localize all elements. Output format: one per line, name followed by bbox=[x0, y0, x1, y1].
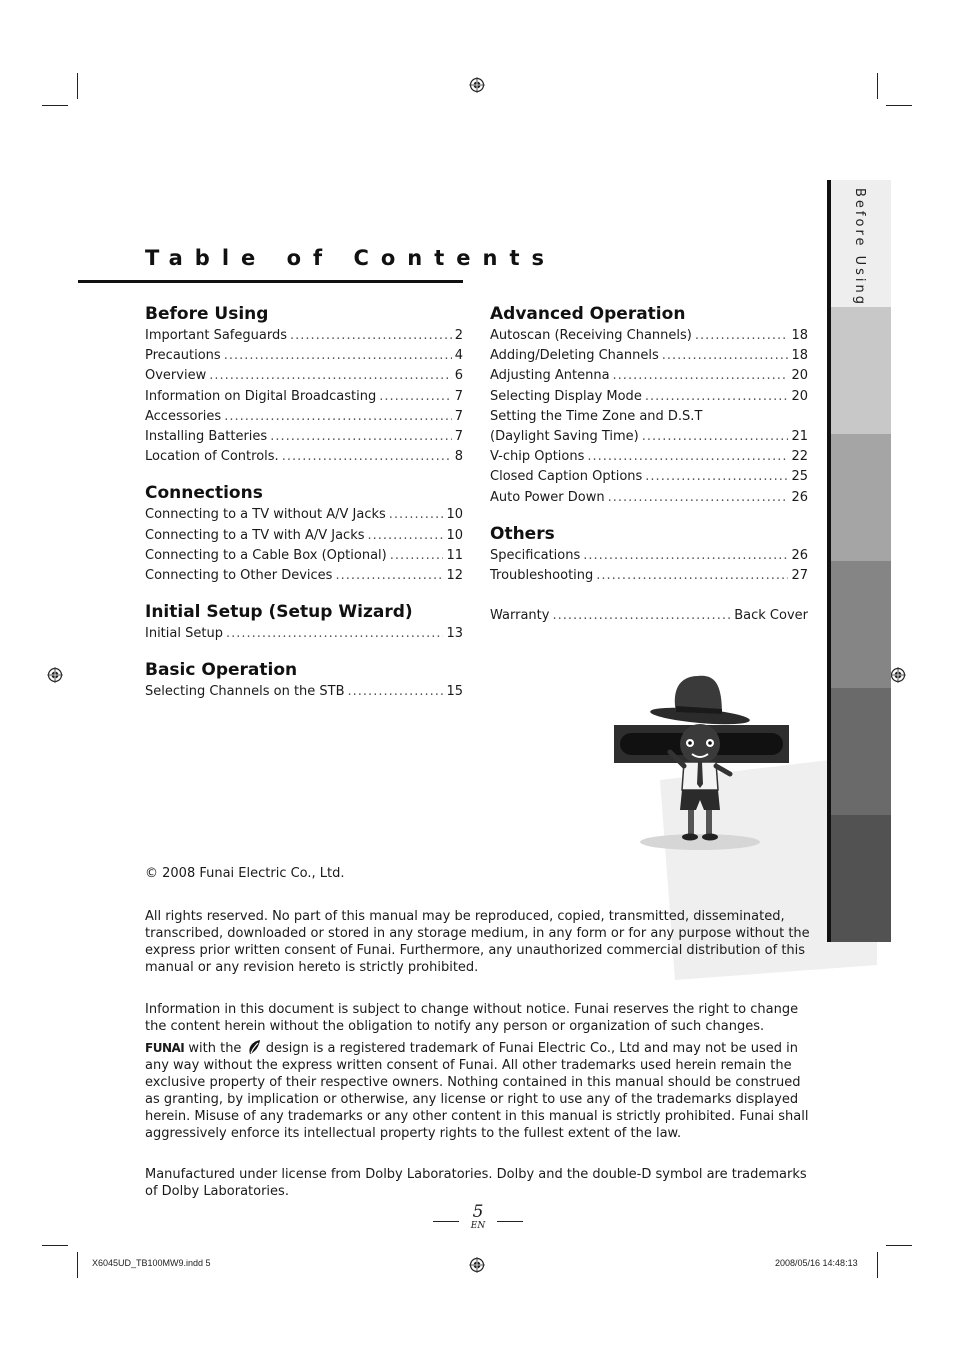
entry-title: Connecting to a TV without A/V Jacks bbox=[145, 507, 386, 523]
toc-entry[interactable] bbox=[490, 366, 808, 386]
page-number-rule bbox=[497, 1221, 523, 1222]
leader-dots bbox=[583, 546, 788, 566]
entry-title: Connecting to a Cable Box (Optional) bbox=[145, 547, 387, 563]
toc-section bbox=[145, 601, 463, 644]
entry-page: 15 bbox=[446, 684, 463, 700]
entry-page: 26 bbox=[791, 489, 808, 505]
entry-page: 7 bbox=[454, 428, 463, 444]
crop-mark bbox=[886, 1245, 912, 1246]
leader-dots bbox=[642, 427, 789, 447]
toc-entry[interactable] bbox=[145, 546, 463, 566]
info-paragraph: Information in this document is subject to change without notice. Funai reserves the right to change the content herein without the obligation to notify any person or organization of such changes. bbox=[145, 1002, 799, 1034]
crop-mark bbox=[42, 105, 68, 106]
entry-page: 26 bbox=[791, 547, 808, 563]
entry-title: Adding/Deleting Channels bbox=[490, 348, 659, 364]
section-heading: Initial Setup (Setup Wizard) bbox=[145, 602, 413, 623]
page-language: EN bbox=[470, 1221, 486, 1231]
registration-mark-icon bbox=[47, 667, 63, 683]
leader-dots bbox=[608, 488, 789, 508]
entry-title: Closed Caption Options bbox=[490, 469, 643, 485]
section-heading: Connections bbox=[145, 483, 263, 504]
toc-entry[interactable] bbox=[490, 326, 808, 346]
section-heading: Others bbox=[490, 523, 555, 544]
entry-page: 27 bbox=[791, 567, 808, 583]
leader-dots bbox=[348, 682, 444, 702]
toc-column-left bbox=[145, 303, 463, 702]
entry-title: Troubleshooting bbox=[490, 567, 594, 583]
copyright-text: © 2008 Funai Electric Co., Ltd. bbox=[145, 866, 345, 881]
leader-dots bbox=[226, 624, 444, 644]
leader-dots bbox=[282, 447, 452, 467]
entry-page: 7 bbox=[454, 408, 463, 424]
toc-section bbox=[145, 482, 463, 586]
title-divider bbox=[78, 280, 463, 283]
entry-title: Warranty bbox=[490, 608, 550, 624]
toc-entry[interactable] bbox=[490, 427, 808, 447]
leader-dots bbox=[552, 606, 731, 626]
toc-entry[interactable] bbox=[145, 566, 463, 586]
slug-timestamp: 2008/05/16 14:48:13 bbox=[775, 1258, 858, 1268]
leader-dots bbox=[662, 346, 789, 366]
toc-entry[interactable] bbox=[145, 427, 463, 447]
trademark-rest: design is a registered trademark of Funai Electric Co., Ltd and may not be used in any way without the express written consent of Funai. All other trademarks used herein remain the exclusive property of their respective owners. Nothing contained in this manual should be construed as granting, by implication or otherwise, any license or right to use any of the trademarks displayed herein. Misuse of any trademarks or any other content in this manual is strictly prohibited. Funai shall aggressively enforce its intellectual property rights to the fullest extent of the law. bbox=[145, 1041, 809, 1141]
leader-dots bbox=[368, 526, 444, 546]
entry-title: Auto Power Down bbox=[490, 489, 605, 505]
tab-section[interactable] bbox=[831, 307, 891, 434]
tab-section[interactable] bbox=[831, 688, 891, 815]
toc-section bbox=[145, 303, 463, 467]
rights-paragraph: All rights reserved. No part of this manual may be reproduced, copied, transmitted, disseminated, transcribed, downloaded or stored in any storage medium, in any form or for any purpose without the express prior written consent of Funai. Furthermore, any unauthorized commercial distribution of this manual or any revision hereto is strictly prohibited. bbox=[145, 909, 810, 975]
crop-mark bbox=[77, 73, 78, 99]
leader-dots bbox=[390, 546, 444, 566]
entry-page: 10 bbox=[446, 507, 463, 523]
trademark-paragraph bbox=[145, 1039, 810, 1142]
crop-mark bbox=[877, 1252, 878, 1278]
leader-dots bbox=[613, 366, 789, 386]
toc-entry-warranty[interactable] bbox=[490, 606, 808, 626]
section-heading: Basic Operation bbox=[145, 660, 298, 681]
entry-title: Information on Digital Broadcasting bbox=[145, 388, 377, 404]
toc-entry[interactable] bbox=[145, 346, 463, 366]
leader-dots bbox=[596, 566, 788, 586]
entry-title: Autoscan (Receiving Channels) bbox=[490, 328, 692, 343]
toc-entry[interactable] bbox=[145, 526, 463, 546]
entry-title: Specifications bbox=[490, 547, 581, 563]
section-tabs bbox=[827, 180, 891, 942]
entry-title: Location of Controls. bbox=[145, 449, 279, 465]
leader-dots bbox=[587, 447, 788, 467]
leader-dots bbox=[379, 387, 451, 407]
entry-page: 11 bbox=[446, 547, 463, 563]
entry-title: Adjusting Antenna bbox=[490, 368, 610, 384]
entry-title: V-chip Options bbox=[490, 449, 585, 465]
toc-entry[interactable] bbox=[145, 407, 463, 427]
entry-page: 6 bbox=[454, 368, 463, 384]
page-title: Table of Contents bbox=[145, 246, 557, 270]
entry-page: 7 bbox=[454, 388, 463, 404]
entry-page: 13 bbox=[446, 626, 463, 642]
toc-entry[interactable] bbox=[145, 326, 463, 346]
funai-leaf-logo-icon bbox=[246, 1039, 262, 1055]
toc-section bbox=[145, 659, 463, 702]
trademark-with: with the bbox=[184, 1041, 246, 1056]
toc-entry[interactable] bbox=[490, 387, 808, 407]
page-number bbox=[466, 1204, 490, 1231]
leader-dots bbox=[695, 326, 789, 346]
entry-page: 21 bbox=[791, 428, 808, 444]
entry-page: 18 bbox=[791, 348, 808, 364]
section-heading: Advanced Operation bbox=[490, 304, 686, 324]
entry-title: Connecting to Other Devices bbox=[145, 567, 333, 583]
entry-page: 2 bbox=[454, 328, 463, 343]
tab-label bbox=[831, 180, 891, 307]
entry-page: 8 bbox=[454, 449, 463, 465]
entry-page: 22 bbox=[791, 449, 808, 465]
toc-entry[interactable] bbox=[145, 387, 463, 407]
toc-entry[interactable] bbox=[490, 488, 808, 508]
funai-logo: FUNAI bbox=[145, 1041, 185, 1055]
toc-entry[interactable] bbox=[490, 407, 808, 427]
entry-title: Installing Batteries bbox=[145, 428, 268, 444]
toc-entry[interactable] bbox=[145, 447, 463, 467]
leader-dots bbox=[645, 467, 788, 487]
leader-dots bbox=[335, 566, 443, 586]
tab-section[interactable] bbox=[831, 434, 891, 561]
dolby-paragraph: Manufactured under license from Dolby Laboratories. Dolby and the double-D symbol are trademarks of Dolby Laboratories. bbox=[145, 1167, 807, 1199]
slug-filename: X6045UD_TB100MW9.indd 5 bbox=[92, 1258, 211, 1268]
entry-title: Precautions bbox=[145, 348, 221, 364]
toc-entry[interactable] bbox=[490, 566, 808, 586]
leader-dots bbox=[209, 366, 452, 386]
tab-label-text: Before Using bbox=[852, 188, 867, 308]
leader-dots bbox=[389, 505, 444, 525]
tab-section[interactable] bbox=[831, 815, 891, 942]
toc-entry[interactable] bbox=[145, 505, 463, 525]
entry-page: 4 bbox=[454, 348, 463, 364]
entry-title: Important Safeguards bbox=[145, 328, 287, 343]
crop-mark bbox=[886, 105, 912, 106]
registration-mark-icon bbox=[469, 77, 485, 93]
toc-section bbox=[490, 303, 808, 508]
toc-entry[interactable] bbox=[490, 447, 808, 467]
toc-column-right bbox=[490, 303, 808, 626]
leader-dots bbox=[645, 387, 789, 407]
entry-page: 25 bbox=[791, 469, 808, 485]
section-heading: Before Using bbox=[145, 304, 269, 324]
entry-title: (Daylight Saving Time) bbox=[490, 428, 639, 444]
tab-section[interactable] bbox=[831, 561, 891, 688]
entry-title: Selecting Channels on the STB bbox=[145, 684, 345, 700]
entry-title: Overview bbox=[145, 368, 207, 384]
entry-title: Accessories bbox=[145, 408, 222, 424]
leader-dots bbox=[224, 407, 452, 427]
page-number-rule bbox=[433, 1221, 459, 1222]
toc-entry[interactable] bbox=[490, 467, 808, 487]
entry-title: Connecting to a TV with A/V Jacks bbox=[145, 527, 365, 543]
mascot-illustration bbox=[612, 672, 792, 852]
leader-dots bbox=[270, 427, 452, 447]
entry-page: 20 bbox=[791, 388, 808, 404]
registration-mark-icon bbox=[890, 667, 906, 683]
toc-entry[interactable] bbox=[145, 624, 463, 644]
registration-mark-icon bbox=[469, 1257, 485, 1273]
toc-section bbox=[490, 523, 808, 586]
crop-mark bbox=[77, 1252, 78, 1278]
entry-page: Back Cover bbox=[734, 608, 808, 624]
crop-mark bbox=[42, 1245, 68, 1246]
toc-entry[interactable] bbox=[490, 346, 808, 366]
toc-entry[interactable] bbox=[145, 366, 463, 386]
page-number-value: 5 bbox=[472, 1202, 484, 1222]
toc-entry[interactable] bbox=[490, 546, 808, 566]
entry-title: Selecting Display Mode bbox=[490, 388, 642, 404]
entry-title: Setting the Time Zone and D.S.T bbox=[490, 408, 703, 424]
entry-title: Initial Setup bbox=[145, 626, 223, 642]
entry-page: 20 bbox=[791, 368, 808, 384]
toc-entry[interactable] bbox=[145, 682, 463, 702]
crop-mark bbox=[877, 73, 878, 99]
leader-dots bbox=[224, 346, 452, 366]
leader-dots bbox=[290, 326, 452, 346]
entry-page: 10 bbox=[446, 527, 463, 543]
entry-page: 18 bbox=[791, 328, 808, 343]
entry-page: 12 bbox=[446, 567, 463, 583]
